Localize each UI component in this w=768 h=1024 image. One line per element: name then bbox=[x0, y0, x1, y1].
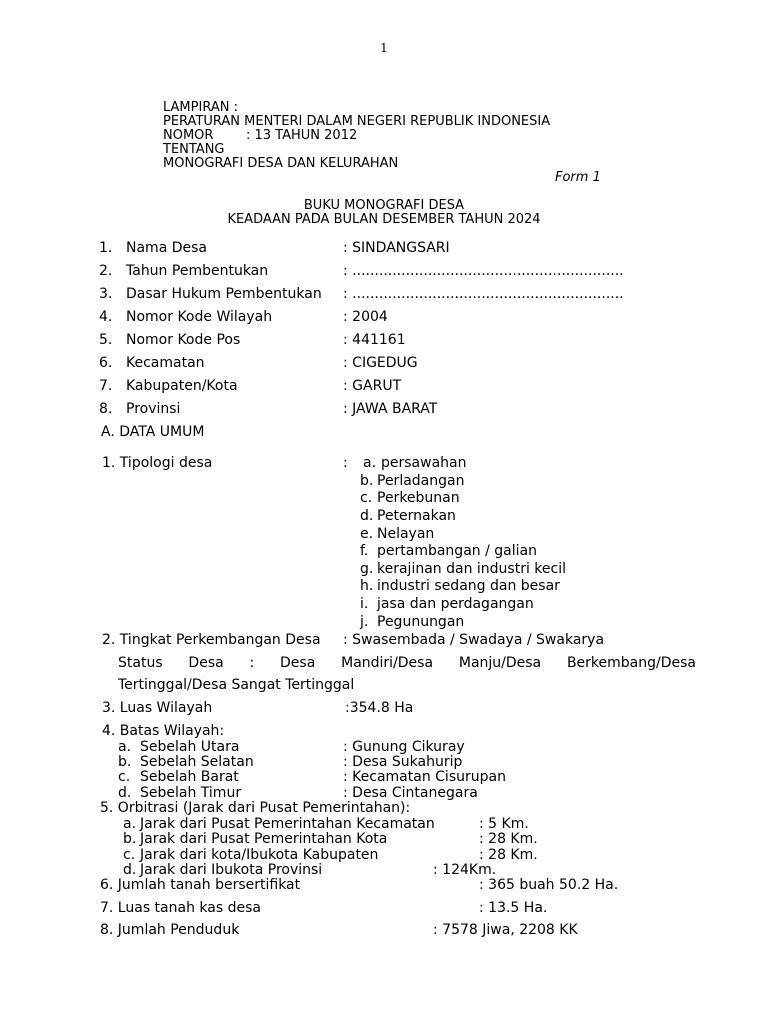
orbitrasi-item-value: : 124Km. bbox=[433, 862, 497, 878]
batas-letter: c. bbox=[118, 769, 131, 785]
identity-num: 2. bbox=[99, 263, 113, 279]
identity-label: Tahun Pembentukan bbox=[126, 263, 269, 279]
identity-value: : CIGEDUG bbox=[343, 355, 418, 371]
tipologi-item: Peternakan bbox=[377, 508, 456, 524]
tanah-kas-label: 7. Luas tanah kas desa bbox=[100, 900, 261, 916]
batas-letter: d. bbox=[118, 785, 132, 801]
peraturan-text: PERATURAN MENTERI DALAM NEGERI REPUBLIK INDONESIA bbox=[163, 114, 551, 129]
identity-num: 8. bbox=[99, 401, 113, 417]
identity-num: 6. bbox=[99, 355, 113, 371]
orbitrasi-item-value: : 5 Km. bbox=[479, 816, 529, 832]
tanah-sertifikat-label: 6. Jumlah tanah bersertifikat bbox=[100, 877, 301, 893]
tanah-sertifikat-value: : 365 buah 50.2 Ha. bbox=[479, 877, 619, 893]
tanah-kas-value: : 13.5 Ha. bbox=[479, 900, 548, 916]
identity-label: Kabupaten/Kota bbox=[126, 378, 238, 394]
orbitrasi-item-label: Jarak dari Pusat Pemerintahan Kota bbox=[140, 831, 388, 847]
tipologi-item: jasa dan perdagangan bbox=[377, 596, 534, 612]
page-number: 1 bbox=[380, 41, 388, 55]
jumlah-penduduk-label: 8. Jumlah Penduduk bbox=[100, 922, 240, 938]
batas-wilayah-label: 4. Batas Wilayah: bbox=[102, 723, 225, 739]
batas-label: Sebelah Timur bbox=[140, 785, 242, 801]
nomor-label: NOMOR bbox=[163, 128, 214, 143]
tipologi-letter: f. bbox=[360, 543, 369, 559]
tipologi-item: Perkebunan bbox=[377, 490, 460, 506]
tipologi-item: pertambangan / galian bbox=[377, 543, 537, 559]
identity-num: 7. bbox=[99, 378, 113, 394]
batas-label: Sebelah Selatan bbox=[140, 754, 254, 770]
identity-label: Provinsi bbox=[126, 401, 181, 417]
orbitrasi-letter: b. bbox=[123, 831, 137, 847]
tipologi-letter: a. bbox=[363, 455, 377, 471]
batas-letter: a. bbox=[118, 739, 132, 755]
tipologi-letter: i. bbox=[360, 596, 369, 612]
tingkat-value: : Swasembada / Swadaya / Swakarya bbox=[343, 632, 605, 648]
batas-value: : Desa Cintanegara bbox=[343, 785, 478, 801]
tipologi-item: kerajinan dan industri kecil bbox=[377, 561, 566, 577]
orbitrasi-item-label: Jarak dari Pusat Pemerintahan Kecamatan bbox=[140, 816, 435, 832]
batas-value: : Desa Sukahurip bbox=[343, 754, 463, 770]
identity-value: : ............................................................. bbox=[343, 286, 624, 302]
orbitrasi-label: 5. Orbitrasi (Jarak dari Pusat Pemerintahan): bbox=[100, 800, 411, 816]
batas-label: Sebelah Utara bbox=[140, 739, 240, 755]
batas-value: : Kecamatan Cisurupan bbox=[343, 769, 506, 785]
status-desa-line-2: Tertinggal/Desa Sangat Tertinggal bbox=[118, 677, 355, 693]
orbitrasi-item-label: Jarak dari Ibukota Provinsi bbox=[140, 862, 323, 878]
orbitrasi-item-value: : 28 Km. bbox=[479, 847, 538, 863]
lampiran-label: LAMPIRAN : bbox=[163, 100, 238, 115]
tipologi-item: industri sedang dan besar bbox=[377, 578, 560, 594]
identity-num: 5. bbox=[99, 332, 113, 348]
tipologi-letter: h. bbox=[360, 578, 374, 594]
tipologi-letter: e. bbox=[360, 526, 374, 542]
batas-value: : Gunung Cikuray bbox=[343, 739, 465, 755]
jumlah-penduduk-value: : 7578 Jiwa, 2208 KK bbox=[433, 922, 578, 938]
identity-value: : GARUT bbox=[343, 378, 402, 394]
identity-value: : JAWA BARAT bbox=[343, 401, 438, 417]
tipologi-letter: b. bbox=[360, 473, 374, 489]
tipologi-item: Perladangan bbox=[377, 473, 465, 489]
title-line-2: KEADAAN PADA BULAN DESEMBER TAHUN 2024 bbox=[227, 212, 541, 227]
nomor-value: : 13 TAHUN 2012 bbox=[246, 128, 358, 143]
form-label: Form 1 bbox=[555, 170, 601, 185]
identity-num: 4. bbox=[99, 309, 113, 325]
identity-num: 1. bbox=[99, 240, 113, 256]
identity-value: : 441161 bbox=[343, 332, 406, 348]
luas-wilayah-value: :354.8 Ha bbox=[345, 700, 414, 716]
status-desa-line-1: Status Desa : Desa Mandiri/Desa Manju/Desa Berkembang/Desa bbox=[118, 655, 696, 671]
tipologi-letter: d. bbox=[360, 508, 374, 524]
subject-text: MONOGRAFI DESA DAN KELURAHAN bbox=[163, 156, 399, 171]
identity-label: Nomor Kode Wilayah bbox=[126, 309, 273, 325]
orbitrasi-item-value: : 28 Km. bbox=[479, 831, 538, 847]
identity-label: Nomor Kode Pos bbox=[126, 332, 241, 348]
tipologi-label: 1. Tipologi desa bbox=[102, 455, 213, 471]
identity-value: : 2004 bbox=[343, 309, 388, 325]
orbitrasi-item-label: Jarak dari kota/Ibukota Kabupaten bbox=[140, 847, 379, 863]
identity-value: : ............................................................. bbox=[343, 263, 624, 279]
orbitrasi-letter: c. bbox=[123, 847, 136, 863]
batas-letter: b. bbox=[118, 754, 132, 770]
tipologi-item: Pegunungan bbox=[377, 614, 465, 630]
tingkat-label: 2. Tingkat Perkembangan Desa bbox=[102, 632, 321, 648]
tipologi-item: Nelayan bbox=[377, 526, 435, 542]
identity-value: : SINDANGSARI bbox=[343, 240, 450, 256]
tipologi-letter: g. bbox=[360, 561, 374, 577]
tipologi-letter: c. bbox=[360, 490, 373, 506]
tipologi-colon: : bbox=[343, 455, 348, 471]
tentang-label: TENTANG bbox=[163, 142, 225, 157]
orbitrasi-letter: d. bbox=[123, 862, 137, 878]
identity-num: 3. bbox=[99, 286, 113, 302]
batas-label: Sebelah Barat bbox=[140, 769, 239, 785]
tipologi-letter: j. bbox=[360, 614, 369, 630]
identity-label: Kecamatan bbox=[126, 355, 205, 371]
luas-wilayah-label: 3. Luas Wilayah bbox=[102, 700, 213, 716]
identity-label: Dasar Hukum Pembentukan bbox=[126, 286, 322, 302]
identity-label: Nama Desa bbox=[126, 240, 207, 256]
section-a-heading: A. DATA UMUM bbox=[101, 424, 205, 440]
title-line-1: BUKU MONOGRAFI DESA bbox=[303, 198, 465, 213]
tipologi-item: persawahan bbox=[381, 455, 467, 471]
orbitrasi-letter: a. bbox=[123, 816, 137, 832]
